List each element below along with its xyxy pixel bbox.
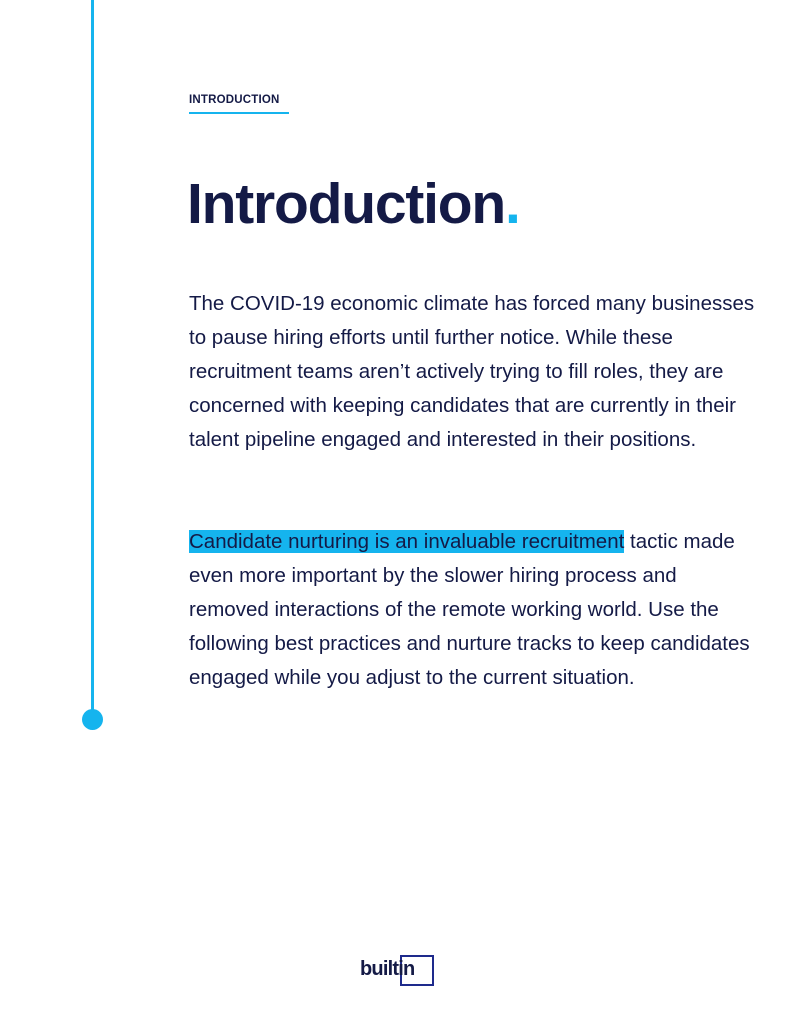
title-accent-dot: . <box>505 172 520 236</box>
page-title <box>187 166 520 242</box>
timeline-dot <box>82 709 103 730</box>
paragraph-2-rest: tactic made even more important by the slower hiring process and removed interactions of the remote working world. Use the following best practices and nurture tracks to keep candidates engaged while you adjust to the current situation. <box>189 530 750 689</box>
timeline-line <box>91 0 94 716</box>
intro-paragraph-1: The COVID-19 economic climate has forced many businesses to pause hiring efforts until further notice. While these recruitment teams aren’t actively trying to fill roles, they are concerned with keeping candidates that are currently in their talent pipeline engaged and interested in their positions. <box>189 292 755 451</box>
highlighted-text: Candidate nurturing is an invaluable recruitment <box>189 530 625 553</box>
page-title-text: Introduction <box>187 172 506 236</box>
intro-paragraph-2 <box>189 525 759 695</box>
section-label: INTRODUCTION <box>189 94 289 114</box>
logo-text: builtin <box>360 958 415 980</box>
builtin-logo <box>360 955 436 989</box>
